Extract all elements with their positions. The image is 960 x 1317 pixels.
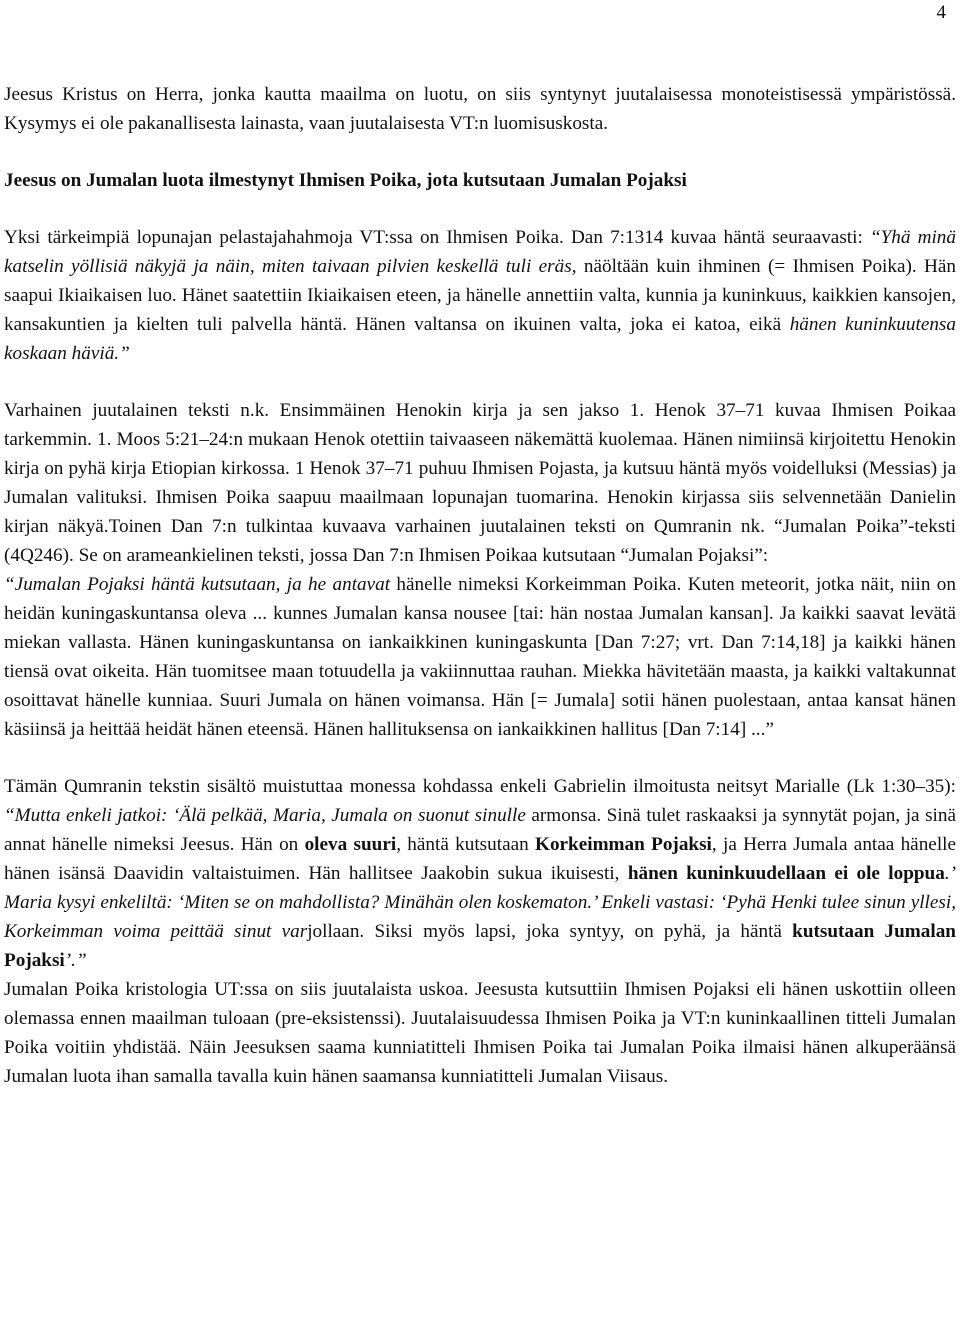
paragraph-henok — [4, 396, 956, 744]
quote-daniel: “Yhä minä katselin yöllisiä näkyjä ja näin, miten taivaan pilvien keskellä tuli eräs, — [4, 227, 956, 277]
text-run: Tämän Qumranin tekstin sisältö muistuttaa monessa kohdassa enkeli Gabrielin ilmoitusta neitsyt Marialle (Lk 1:30–35): — [4, 776, 956, 797]
page-number: 4 — [936, 2, 946, 23]
quote-4q246: “Jumalan Pojaksi häntä kutsutaan, ja he antavat — [4, 574, 391, 595]
quote-daniel-end: hänen kuninkuutensa koskaan häviä.” — [4, 314, 956, 364]
bold-phrase: Korkeimman Pojaksi — [535, 834, 712, 855]
bold-phrase: oleva suuri — [304, 834, 397, 855]
text-run: näöltään kuin ihminen (= Ihmisen Poika). Hän saapui Ikiaikaisen luo. Hänet saatettiin Ikiaikaisen eteen, ja hänelle annettiin valta, kunnia ja kuninkuus, kaikkien kansojen, kansakuntien ja kielten tuli palvella häntä. Hänen valtansa on ikuinen valta, joka ei katoa, eikä — [4, 256, 957, 335]
paragraph-intro: Jeesus Kristus on Herra, jonka kautta maailma on luotu, on siis syntynyt juutalaisessa monoteistisessä ympäristössä. Kysymys ei ole pakanallisesta lainasta, vaan juutalaisesta VT:n luomisuskosta. — [4, 84, 956, 134]
text-run: , ja Herra Jumala antaa hänelle hänen isänsä Daavidin valtaistuimen. Hän hallitsee Jaakobin sukua ikuisesti, — [4, 834, 956, 884]
text-run: Varhainen juutalainen teksti n.k. Ensimmäinen Henokin kirja ja sen jakso 1. Henok 37–71 kuvaa Ihmisen Poikaa tarkemmin. 1. Moos 5:21–24:n mukaan Henok otettiin taivaaseen näkemättä kuolemaa. Hänen nimiinsä kirjoitettu Henokin kirja on pyhä kirja Etiopian kirkossa. 1 Henok 37–71 puhuu Ihmisen Pojasta, ja kutsuu häntä myös voidelluksi (Messias) ja Jumalan valituksi. Ihmisen Poika saapuu maailmaan lopunajan tuomarina. Henokin kirjassa siis selvennetään Danielin kirjan näkyä.Toinen Dan 7:n tulkintaa kuvaava varhainen juutalainen teksti on Qumranin nk. “Jumalan Poika”-teksti (4Q246). Se on arameankielinen teksti, jossa Dan 7:n Ihmisen Poikaa kutsutaan “Jumalan Pojaksi”: — [4, 400, 956, 566]
text-run: jollaan. Siksi myös lapsi, joka syntyy, on pyhä, ja häntä — [307, 921, 793, 942]
paragraph-son-of-man — [4, 223, 956, 368]
text-run: hänelle nimeksi Korkeimman Poika. Kuten meteorit, jotka näit, niin on heidän kuningaskuntansa oleva ... kunnes Jumalan kansa nousee [tai: hän nostaa Jumalan kansan]. Ja kaikki saavat levätä miekan vallasta. Hänen kuningaskuntansa on iankaikkinen kuningaskunta [Dan 7:27; vrt. Dan 7:14,18] ja kaikki hänen tiensä ovat oikeita. Hän tuomitsee maan totuudella ja vakiinnuttaa rauhan. Miekka hävitetään maasta, ja kaikki valtakunnat osoittavat hänelle kunniaa. Suuri Jumala on hänen voimansa. Hän [= Jumala] sotii hänen puolestaan, antaa kansat hänen käsiinsä ja heittää heidät hänen eteensä. Hänen hallituksensa on iankaikkinen hallitus [Dan 7:14] ...” — [4, 574, 956, 740]
quote-luke: “Mutta enkeli jatkoi: ‘Älä pelkää, Maria, Jumala on suonut sinulle — [4, 805, 526, 826]
bold-phrase: kutsutaan Jumalan Pojaksi — [4, 921, 956, 971]
bold-phrase: hänen kuninkuudellaan ei ole loppua — [627, 863, 945, 884]
paragraph-gabriel — [4, 772, 956, 975]
text-run: armonsa. Sinä tulet raskaaksi ja synnytät pojan, ja sinä annat hänelle nimeksi Jeesus. Hän on — [4, 805, 956, 855]
quote-luke-cont: .’ Maria kysyi enkeliltä: ‘Miten se on mahdollista? Minähän olen koskematon.’ Enkeli vastasi: ‘Pyhä Henki tulee sinun yllesi, Korkeimman voima peittää sinut var — [4, 863, 956, 942]
quote-luke-end: ’.” — [64, 950, 87, 971]
paragraph-conclusion: Jumalan Poika kristologia UT:ssa on siis juutalaista uskoa. Jeesusta kutsuttiin Ihmisen Pojaksi eli hänen uskottiin olleen olemassa ennen maailman tuloaan (pre-eksistenssi). Juutalaisuudessa Ihmisen Poika ja VT:n kuninkaallinen titteli Jumalan Poika voitiin yhdistää. Näin Jeesuksen saama kunniatitteli Ihmisen Poika tai Jumalan Poika ilmaisi hänen alkuperäänsä Jumalan luota ihan samalla tavalla kuin hänen saamansa kunniatitteli Jumalan Viisaus. — [4, 979, 956, 1087]
section-heading: Jeesus on Jumalan luota ilmestynyt Ihmisen Poika, jota kutsutaan Jumalan Pojaksi — [4, 170, 687, 191]
text-run: Yksi tärkeimpiä lopunajan pelastajahahmoja VT:ssa on Ihmisen Poika. Dan 7:1314 kuvaa häntä seuraavasti: — [4, 227, 870, 248]
text-run: , häntä kutsutaan — [396, 834, 536, 855]
document-body — [4, 80, 956, 1091]
